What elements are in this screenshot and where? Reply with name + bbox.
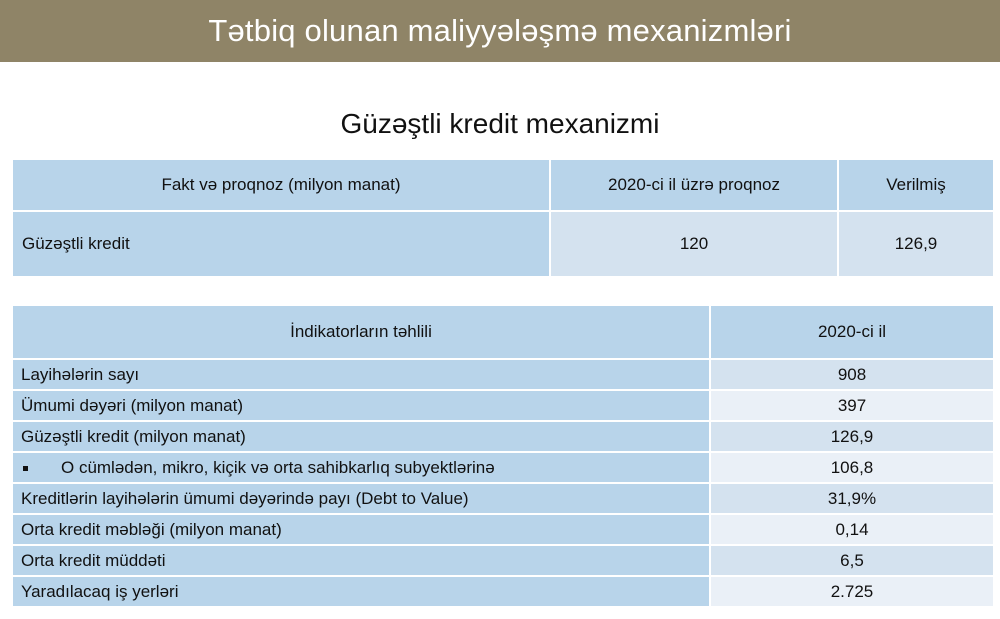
table-row: [12, 390, 994, 421]
issued-value: 126,9: [838, 211, 994, 277]
row-label-bulleted: [12, 452, 710, 483]
table-row: [12, 452, 994, 483]
bullet-icon: [21, 458, 61, 478]
table-row: [12, 514, 994, 545]
table-row: [12, 211, 994, 277]
table-row: [12, 421, 994, 452]
row-value: 397: [710, 390, 994, 421]
row-label: Yaradılacaq iş yerləri: [12, 576, 710, 607]
table-row: [12, 576, 994, 607]
row-label: Orta kredit müddəti: [12, 545, 710, 576]
indicators-table: [11, 304, 995, 608]
row-label: Layihələrin sayı: [12, 359, 710, 390]
table-header-row: [12, 159, 994, 211]
row-label: Güzəştli kredit: [12, 211, 550, 277]
header-cell-issued: Verilmiş: [838, 159, 994, 211]
row-label: Güzəştli kredit (milyon manat): [12, 421, 710, 452]
row-value: 2.725: [710, 576, 994, 607]
table-row: [12, 359, 994, 390]
row-value: 31,9%: [710, 483, 994, 514]
header-cell-indicators: İndikatorların təhlili: [12, 305, 710, 359]
credit-forecast-table: [11, 158, 995, 278]
row-value: 0,14: [710, 514, 994, 545]
row-value: 106,8: [710, 452, 994, 483]
forecast-value: 120: [550, 211, 838, 277]
row-value: 6,5: [710, 545, 994, 576]
header-cell-forecast: 2020-ci il üzrə proqnoz: [550, 159, 838, 211]
row-label: Ümumi dəyəri (milyon manat): [12, 390, 710, 421]
header-bar: [0, 0, 1000, 62]
header-cell-year: 2020-ci il: [710, 305, 994, 359]
row-value: 126,9: [710, 421, 994, 452]
table-row: [12, 545, 994, 576]
table-header-row: [12, 305, 994, 359]
page-title: Tətbiq olunan maliyyələşmə mexanizmləri: [208, 13, 792, 48]
table-row: [12, 483, 994, 514]
row-label: Orta kredit məbləği (milyon manat): [12, 514, 710, 545]
row-label: Kreditlərin layihələrin ümumi dəyərində payı (Debt to Value): [12, 483, 710, 514]
row-label-text: O cümlədən, mikro, kiçik və orta sahibkarlıq subyektlərinə: [61, 457, 495, 477]
section-title: Güzəştli kredit mexanizmi: [340, 108, 660, 139]
header-cell-fact: Fakt və proqnoz (milyon manat): [12, 159, 550, 211]
row-value: 908: [710, 359, 994, 390]
